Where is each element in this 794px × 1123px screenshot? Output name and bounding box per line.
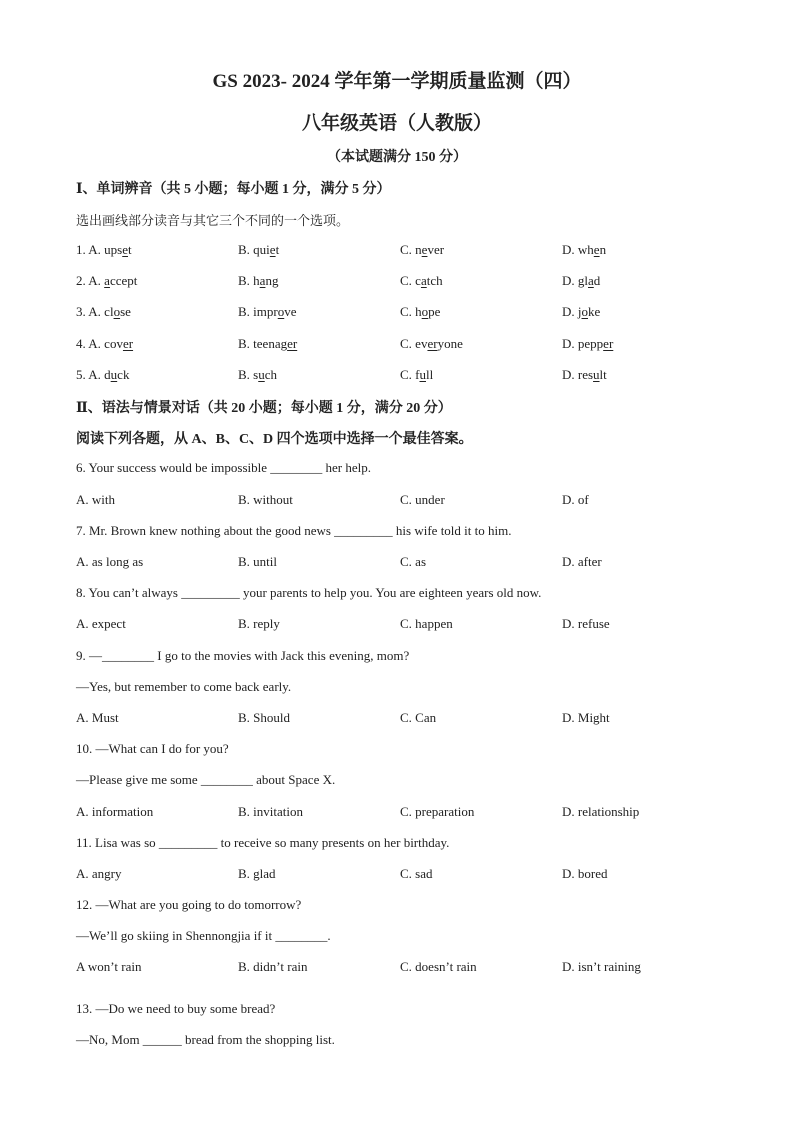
word-option: D. joke (562, 304, 601, 319)
word-option: D. pepper (562, 336, 614, 351)
answer-option: A. Must (76, 710, 119, 725)
word-option: 3. A. close (76, 304, 131, 319)
question-stem: —We’ll go skiing in Shennongjia if it ________. (76, 928, 331, 943)
answer-option: C. preparation (400, 804, 475, 819)
word-option: B. teenager (238, 336, 298, 351)
underlined-letters: u (419, 367, 426, 382)
underlined-letters: e (421, 242, 428, 257)
answer-option: B. reply (238, 616, 280, 631)
word-option: 4. A. cover (76, 336, 134, 351)
underlined-letters: u (110, 367, 118, 382)
question-stem: —Yes, but remember to come back early. (76, 679, 292, 694)
underlined-letters: er (287, 336, 298, 351)
answer-options (0, 866, 794, 884)
answer-option: C. happen (400, 616, 453, 631)
answer-option: B. until (238, 554, 278, 569)
answer-option: B. didn’t rain (238, 959, 308, 974)
answer-option: B. glad (238, 866, 276, 881)
word-option: 2. A. accept (76, 273, 138, 288)
section1-instruction: 选出画线部分读音与其它三个不同的一个选项。 (76, 213, 350, 228)
answer-option: D. relationship (562, 804, 640, 819)
word-option: C. catch (400, 273, 443, 288)
answer-option: A. with (76, 492, 115, 507)
question-stem: —Please give me some ________ about Space X. (76, 772, 336, 787)
underlined-letters: e (269, 242, 276, 257)
underlined-letters: er (122, 336, 134, 351)
option-row (0, 336, 794, 354)
word-option: B. hang (238, 273, 279, 288)
underlined-letters: u (593, 367, 600, 382)
answer-option: A. information (76, 804, 154, 819)
word-option: C. hope (400, 304, 441, 319)
word-option: D. glad (562, 273, 601, 288)
word-option: D. when (562, 242, 607, 257)
word-option: D. result (562, 367, 607, 382)
answer-option: A. as long as (76, 554, 144, 569)
underlined-letters: o (277, 304, 285, 319)
word-option: C. never (400, 242, 445, 257)
option-row (0, 242, 794, 260)
score-note: （本试题满分 150 分） (327, 150, 467, 165)
answer-option: B. invitation (238, 804, 303, 819)
option-row (0, 367, 794, 385)
option-row (0, 273, 794, 291)
option-row (0, 304, 794, 322)
answer-option: C. doesn’t rain (400, 959, 477, 974)
question-stem: 6. Your success would be impossible ________ her help. (76, 460, 372, 475)
word-option: 5. A. duck (76, 367, 130, 382)
word-option: B. quiet (238, 242, 280, 257)
underlined-letters: a (104, 273, 110, 288)
answer-option: D. Might (562, 710, 610, 725)
answer-options (0, 804, 794, 822)
section2-heading: Ⅱ、语法与情景对话（共 20 小题；每小题 1 分，满分 20 分） (76, 401, 452, 416)
underlined-letters: u (258, 367, 265, 382)
underlined-letters: o (581, 304, 588, 319)
answer-option: D. bored (562, 866, 608, 881)
question-stem: 9. —________ I go to the movies with Jack this evening, mom? (76, 648, 410, 663)
answer-option: D. refuse (562, 616, 610, 631)
answer-option: A. angry (76, 866, 122, 881)
answer-option: C. under (400, 492, 445, 507)
question-stem: —No, Mom ______ bread from the shopping list. (76, 1032, 335, 1047)
answer-options (0, 554, 794, 572)
answer-options (0, 492, 794, 510)
underlined-letters: a (588, 273, 594, 288)
question-stem: 8. You can’t always _________ your parents to help you. You are eighteen years old now. (76, 585, 542, 600)
question-stem: 12. —What are you going to do tomorrow? (76, 897, 302, 912)
word-option: B. such (238, 367, 278, 382)
answer-option: B. without (238, 492, 293, 507)
underlined-letters: e (122, 242, 129, 257)
answer-option: A won’t rain (76, 959, 142, 974)
answer-option: C. Can (400, 710, 437, 725)
question-stem: 11. Lisa was so _________ to receive so many presents on her birthday. (76, 835, 450, 850)
answer-option: D. of (562, 492, 589, 507)
underlined-letters: a (259, 273, 266, 288)
exam-title: GS 2023- 2024 学年第一学期质量监测（四） (212, 71, 582, 92)
word-option: C. full (400, 367, 434, 382)
answer-option: D. isn’t raining (562, 959, 641, 974)
underlined-letters: o (421, 304, 429, 319)
underlined-letters: a (420, 273, 427, 288)
question-stem: 10. —What can I do for you? (76, 741, 229, 756)
answer-option: A. expect (76, 616, 126, 631)
underlined-letters: o (113, 304, 121, 319)
exam-subtitle: 八年级英语（人教版） (301, 113, 492, 134)
question-stem: 13. —Do we need to buy some bread? (76, 1001, 276, 1016)
answer-option: D. after (562, 554, 602, 569)
underlined-letters: e (593, 242, 600, 257)
section1-heading: Ⅰ、单词辨音（共 5 小题；每小题 1 分，满分 5 分） (76, 182, 391, 197)
section2-instruction: 阅读下列各题，从 A、B、C、D 四个选项中选择一个最佳答案。 (76, 432, 473, 447)
answer-option: C. as (400, 554, 426, 569)
answer-option: C. sad (400, 866, 433, 881)
word-option: 1. A. upset (76, 242, 132, 257)
answer-options (0, 959, 794, 977)
answer-options (0, 710, 794, 728)
word-option: B. improve (238, 304, 297, 319)
underlined-letters: er (427, 336, 438, 351)
question-stem: 7. Mr. Brown knew nothing about the good news _________ his wife told it to him. (76, 523, 512, 538)
answer-options (0, 616, 794, 634)
word-option: C. everyone (400, 336, 463, 351)
answer-option: B. Should (238, 710, 291, 725)
underlined-letters: er (603, 336, 614, 351)
